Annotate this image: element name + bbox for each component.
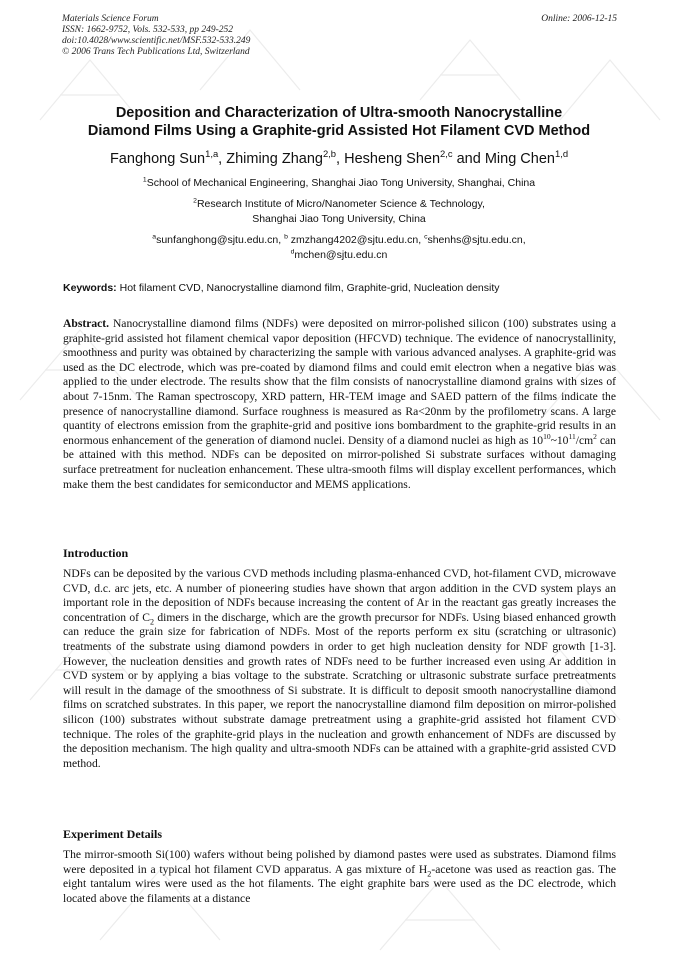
online-date: Online: 2006-12-15 bbox=[541, 14, 617, 24]
keywords-label: Keywords: bbox=[63, 282, 117, 294]
affiliation-2-line-2: Shanghai Jiao Tong University, China bbox=[252, 213, 426, 225]
paragraph-text: -acetone was used as reaction gas. The eight tantalum wires were used as the hot filaments. The eight graphite bars were used as the DC electrode, which located above the filaments at a distance bbox=[63, 862, 617, 905]
paragraph-text: NDFs can be deposited by the various CVD methods including plasma-enhanced CVD, hot-filament CVD, microwave CVD, d.c. arc jets, etc. A number of pioneering studies have shown that argon addition in the CVD system plays an important role in the deposition of NDFs because increasing the content of Ar in the reactant gas greatly increases the concentration of C bbox=[63, 567, 616, 624]
subscript: 2 bbox=[427, 868, 432, 878]
author-separator: , bbox=[336, 151, 345, 167]
title-line-2: Diamond Films Using a Graphite-grid Assisted Hot Filament CVD Method bbox=[87, 123, 591, 139]
email-address[interactable]: sunfanghong@sjtu.edu.cn, bbox=[156, 234, 285, 246]
doi-line: doi:10.4028/www.scientific.net/MSF.532-533.249 bbox=[62, 36, 251, 46]
email-mark: c bbox=[424, 233, 428, 241]
exponent: 11 bbox=[568, 431, 576, 441]
paragraph-text: dimers in the discharge, which are the growth precursor for NDFs. Using biased enhanced growth can reduce the grain size for fabrication of NDFs. Most of the reports perform ex situ (scratching or ultrasonic) treatments of the substrate using diamond powders in order to get high nucleation density for NDF growth [1-3]. However, the nucleation densities and growth rates of NDFs need to be further increased even using Ar addition in CVD system or by applying a bias voltage to the substrate. Scratching or ultrasonic substrate surface pretreatments will result in the damage of the smoothness of Si substrate. It is difficult to deposit smooth nanocrystalline diamond films on scratched substrates. In this paper, we report the nanocrystalline diamond film deposition on mirror-polished silicon (100) substrates without substrate damage pretreatment using a graphite-grid assisted hot filament CVD technique. The roles of the graphite-grid plays in the nucleation and growth enhancement of NDFs are discussed by the deposition mechanism. The high quality and ultra-smooth NDFs can be attained with a graphite-grid assisted CVD method. bbox=[63, 610, 617, 770]
email-mark: b bbox=[284, 233, 288, 241]
abstract-text: ~10 bbox=[550, 433, 569, 447]
exponent: 10 bbox=[543, 431, 551, 441]
affiliation-text: School of Mechanical Engineering, Shanghai Jiao Tong University, Shanghai, China bbox=[146, 177, 536, 189]
email-line bbox=[40, 233, 638, 248]
email-mark: d bbox=[290, 248, 295, 256]
affiliation-2 bbox=[40, 197, 638, 212]
subscript: 2 bbox=[150, 617, 155, 627]
author-separator: , bbox=[218, 151, 227, 167]
keywords-text: Hot filament CVD, Nanocrystalline diamond film, Graphite-grid, Nucleation density bbox=[116, 282, 500, 294]
author-name: Ming Chen bbox=[484, 151, 555, 167]
keywords bbox=[63, 281, 619, 295]
abstract-text: can be attained with this method. NDFs can be deposited on mirror-polished Si substrate surfaces without damaging surface pretreatment for nucleation enhancement. These ultra-smooth films will display excellent performances, which make them the best candidates for semiconductor and MEMS applications. bbox=[63, 433, 616, 491]
introduction-heading: Introduction bbox=[63, 546, 129, 560]
abstract-label: Abstract. bbox=[63, 317, 110, 330]
author-name: Zhiming Zhang bbox=[226, 151, 323, 167]
email-mark: a bbox=[152, 233, 157, 241]
email-address[interactable]: zmzhang4202@sjtu.edu.cn, bbox=[287, 234, 425, 246]
affiliation-text: Research Institute of Micro/Nanometer Science & Technology, bbox=[196, 198, 485, 210]
affiliation-1 bbox=[40, 176, 638, 191]
copyright-line: © 2006 Trans Tech Publications Ltd, Switzerland bbox=[62, 47, 250, 57]
abstract bbox=[63, 317, 616, 492]
email-address[interactable]: mchen@sjtu.edu.cn bbox=[294, 249, 388, 261]
email-line-2 bbox=[40, 248, 638, 263]
exponent: 2 bbox=[593, 431, 597, 441]
author-affiliation-mark: 1,a bbox=[205, 148, 219, 160]
author-affiliation-mark: 1,d bbox=[554, 148, 569, 160]
experiment-body bbox=[63, 848, 616, 906]
experiment-heading: Experiment Details bbox=[63, 827, 162, 841]
abstract-text: Nanocrystalline diamond films (NDFs) were deposited on mirror-polished silicon (100) substrates using a graphite-grid assisted hot filament chemical vapor deposition (HFCVD) technique. The evidence of nanocrystallinity, smoothness and purity was obtained by characterizing the sample with various advanced analyses. A graphite-grid was used as the DC electrode, which was pre-coated by diamond films and could emit electron when a negative bias was applied to the under electrode. The results show that the film consists of nanocrystalline diamond grains with sizes of about 7-15nm. The Raman spectroscopy, XRD pattern, HR-TEM image and SAED pattern of the films indicate the presence of nanocrystalline diamond. Surface roughness is measured as Ra<20nm by the profilometry scans. A large quantity of electrons emission from the graphite-grid and positive ions bombardment to the graphite-grid results in an enormous enhancement of the generation of diamond nuclei. Density of a diamond nuclei as high as 10 bbox=[63, 317, 616, 447]
author-affiliation-mark: 2,b bbox=[322, 148, 337, 160]
introduction-body bbox=[63, 567, 616, 771]
issn-line: ISSN: 1662-9752, Vols. 532-533, pp 249-252 bbox=[62, 25, 233, 35]
journal-header bbox=[62, 14, 617, 58]
journal-name: Materials Science Forum bbox=[62, 14, 159, 24]
abstract-text: /cm bbox=[575, 433, 594, 447]
affiliation-number: 1 bbox=[142, 176, 147, 184]
title-line-1: Deposition and Characterization of Ultra-smooth Nanocrystalline bbox=[115, 105, 563, 121]
author-name: Fanghong Sun bbox=[109, 151, 206, 167]
affiliations bbox=[40, 176, 638, 263]
author-name: Hesheng Shen bbox=[344, 151, 441, 167]
email-address[interactable]: shenhs@sjtu.edu.cn, bbox=[427, 234, 526, 246]
author-list bbox=[40, 150, 638, 168]
affiliation-number: 2 bbox=[193, 197, 197, 205]
author-affiliation-mark: 2,c bbox=[440, 148, 453, 160]
paragraph-text: The mirror-smooth Si(100) wafers without being polished by diamond pastes were used as substrates. Diamond films were deposited in a typical hot filament CVD apparatus. A gas mixture of H bbox=[63, 848, 616, 876]
paper-title bbox=[40, 104, 638, 140]
author-separator: and bbox=[452, 151, 485, 167]
